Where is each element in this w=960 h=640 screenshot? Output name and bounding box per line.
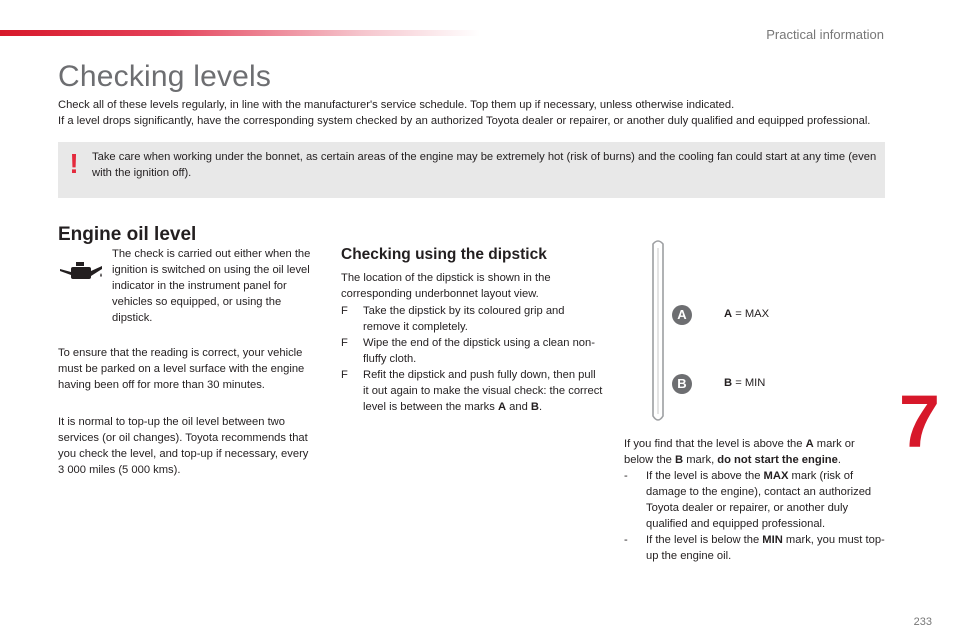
oil-paragraph-level-surface: To ensure that the reading is correct, your vehicle must be parked on a level surface with the engine having been off for more than 30 minutes. — [58, 347, 305, 391]
section-title: Practical information — [766, 27, 884, 42]
oil-intro-text: The check is carried out either when the ignition is switched on using the oil level indicator in the instrument panel for vehicles so equipped, or using the dipstick. — [112, 248, 311, 324]
bullet-icon: F — [341, 305, 348, 317]
step-text: Take the dipstick by its coloured grip and remove it completely. — [363, 305, 565, 333]
dipstick-heading: Checking using the dipstick — [341, 246, 547, 263]
page-number: 233 — [913, 616, 932, 628]
result-block — [624, 436, 886, 564]
mark-a-badge: A — [672, 305, 692, 325]
list-item — [341, 303, 603, 335]
label-min: B = MIN — [724, 377, 766, 389]
engine-oil-heading: Engine oil level — [58, 224, 197, 245]
step-text: Refit the dipstick and push fully down, then pull it out again to make the visual check: the correct level is between the marks — [363, 369, 603, 413]
dipstick-intro-text: The location of the dipstick is shown in the corresponding underbonnet layout view. — [341, 272, 551, 300]
bullet-icon: F — [341, 337, 348, 349]
intro-paragraph: If a level drops significantly, have the corresponding system checked by an authorized Toyota dealer or repairer, or another duly qualified and equipped professional. — [58, 115, 871, 127]
result-intro: If you find that the level is above the A mark or below the B mark, do not start the engine. — [624, 438, 855, 466]
step-text-end: . — [539, 401, 543, 413]
page-title: Checking levels — [58, 60, 272, 93]
dash-bullet: - — [624, 534, 628, 546]
chapter-number: 7 — [898, 380, 940, 463]
dash-bullet: - — [624, 470, 628, 482]
list-item — [341, 367, 603, 415]
list-item: - If the level is above the MAX mark (risk of damage to the engine), contact an authorized Toyota dealer or repairer, or another duly qualified and equipped professional. — [624, 470, 872, 530]
oil-paragraph-top-up: It is normal to top-up the oil level between two services (or oil changes). Toyota recommends that you check the level, and top-up if necessary, every 3 000 miles (5 000 kms). — [58, 416, 309, 476]
dipstick-illustration — [646, 238, 670, 424]
intro-paragraph: Check all of these levels regularly, in line with the manufacturer's service schedule. Top them up if necessary, unless otherwise indicated. — [58, 99, 735, 111]
step-text-and: and — [506, 401, 531, 413]
warning-text: Take care when working under the bonnet, as certain areas of the engine may be extremely hot (risk of burns) and the cooling fan could start at any time (even with the ignition off). — [92, 151, 877, 179]
intro-text — [58, 97, 898, 129]
list-item: - If the level is below the MIN mark, you must top-up the engine oil. — [624, 534, 885, 562]
header-accent-bar — [0, 30, 480, 36]
step-text: Wipe the end of the dipstick using a clean non-fluffy cloth. — [363, 337, 595, 365]
exclamation-icon: ! — [69, 148, 79, 179]
bullet-icon: F — [341, 369, 348, 381]
result-list — [624, 468, 886, 564]
list-item — [341, 335, 603, 367]
step-mark-b: B — [530, 401, 540, 413]
step-mark-a: A — [497, 401, 507, 413]
mark-b-badge: B — [672, 374, 692, 394]
label-max: A = MAX — [724, 308, 770, 320]
dipstick-steps — [341, 303, 603, 415]
oil-can-icon — [58, 257, 104, 287]
